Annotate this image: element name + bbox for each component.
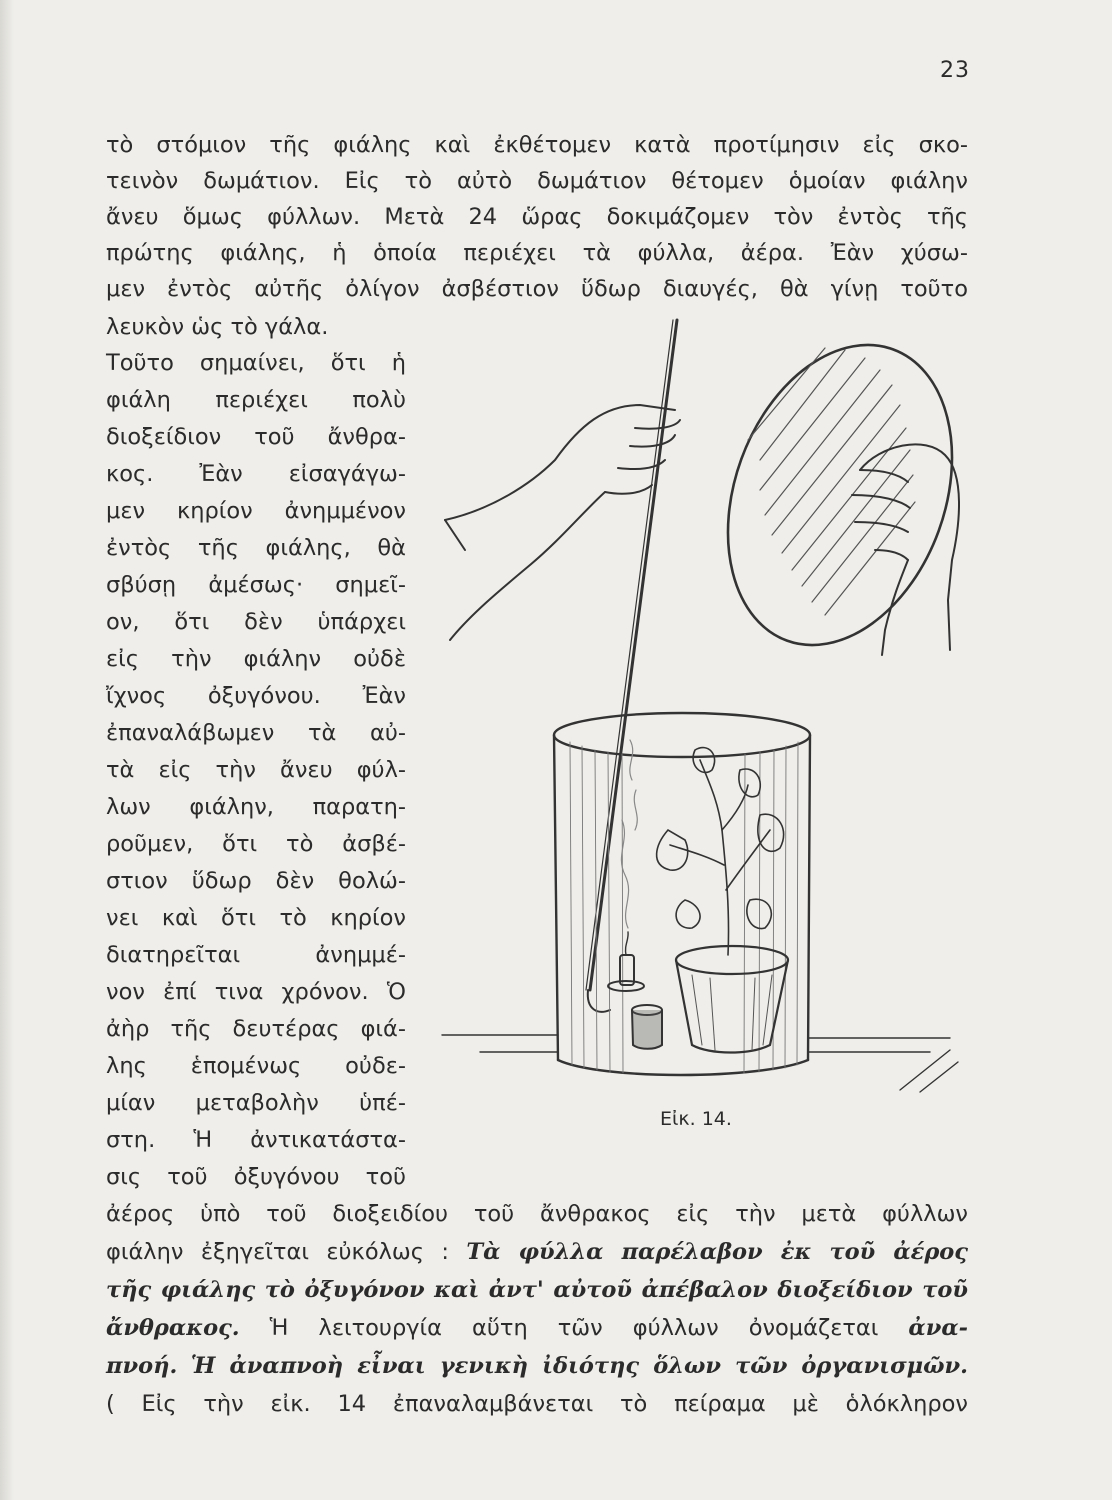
column-line: σις τοῦ ὀξυγόνου τοῦ (106, 1164, 406, 1190)
bold-italic-span: ἀνα- (908, 1315, 968, 1341)
bold-italic-span: Τὰ φύλλα παρέλαβον ἐκ τοῦ ἀέρος (466, 1239, 968, 1265)
column-line: ἀὴρ τῆς δευτέρας φιά- (106, 1016, 406, 1042)
text-span: φιάλην ἐξηγεῖται εὐκόλως : (106, 1239, 467, 1265)
column-line: διοξείδιον τοῦ ἄνθρα- (106, 424, 406, 450)
column-line: κος. Ἐὰν εἰσαγάγω- (106, 461, 406, 487)
experiment-illustration (430, 310, 990, 1100)
text-line: λευκὸν ὡς τὸ γάλα. (106, 314, 329, 340)
column-line: τὰ εἰς τὴν ἄνευ φύλ- (106, 757, 406, 783)
column-line: φιάλη περιέχει πολὺ (106, 387, 406, 413)
text-line (106, 1355, 968, 1378)
text-line: ἀέρος ὑπὸ τοῦ διοξειδίου τοῦ ἄνθρακος εἰς τὴν μετὰ φύλλων (106, 1201, 968, 1227)
bold-italic-line: τῆς φιάλης τὸ ὀξυγόνον καὶ ἀντ' αὐτοῦ ἀπέβαλον διοξείδιον τοῦ (106, 1277, 968, 1303)
text-span: Ἡ λειτουργία αὕτη τῶν φύλλων ὀνομάζεται (239, 1315, 909, 1341)
column-line: στιον ὕδωρ δὲν θολώ- (106, 868, 406, 894)
column-line: νον ἐπί τινα χρόνον. Ὁ (106, 979, 406, 1005)
column-line: ον, ὅτι δὲν ὑπάρχει (106, 609, 406, 635)
text-line: τεινὸν δωμάτιον. Εἰς τὸ αὐτὸ δωμάτιον θέτομεν ὁμοίαν φιάλην (106, 168, 968, 194)
text-line: ἄνευ ὅμως φύλλων. Μετὰ 24 ὥρας δοκιμάζομεν τὸν ἐντὸς τῆς (106, 204, 968, 230)
bell-jar (554, 713, 810, 1075)
column-line: εἰς τὴν φιάλην οὐδὲ (106, 646, 406, 672)
text-span (177, 1353, 190, 1379)
flower-pot (676, 946, 788, 1053)
text-line (106, 1317, 968, 1340)
column-line: διατηρεῖται ἀνημμέ- (106, 942, 406, 968)
bold-italic-span: Ἡ ἀναπνοὴ εἶναι γενικὴ ἰδιότης ὅλων τῶν ὀργανισμῶν. (190, 1353, 968, 1379)
text-line (106, 1241, 968, 1264)
column-line: ἴχνος ὀξυγόνου. Ἐὰν (106, 683, 406, 709)
bold-italic-span: ἄνθρακος. (106, 1315, 240, 1341)
column-line: μίαν μεταβολὴν ὑπέ- (106, 1090, 406, 1116)
table-surface (442, 1035, 958, 1092)
column-line: ἐντὸς τῆς φιάλης, θὰ (106, 535, 406, 561)
column-line: νει καὶ ὅτι τὸ κηρίον (106, 905, 406, 931)
column-line: μεν κηρίον ἀνημμένον (106, 498, 406, 524)
page-edge (0, 0, 14, 1500)
candle (608, 932, 644, 991)
page-number: 23 (940, 58, 970, 83)
left-hand (445, 405, 680, 640)
column-line: στη. Ἡ ἀντικατάστα- (106, 1127, 406, 1153)
text-line: μεν ἐντὸς αὐτῆς ὀλίγον ἀσβέστιον ὕδωρ διαυγές, θὰ γίνῃ τοῦτο (106, 276, 968, 302)
column-line: σβύσῃ ἀμέσως· σημεῖ- (106, 572, 406, 598)
bold-italic-span: πνοή. (106, 1353, 178, 1379)
smoke (621, 740, 637, 928)
plant (657, 748, 784, 955)
mirror-disc (688, 313, 990, 676)
glass-rod (586, 320, 677, 1012)
column-line: Τοῦτο σημαίνει, ὅτι ἡ (106, 350, 406, 376)
column-line: λης ἑπομένως οὐδε- (106, 1053, 406, 1079)
text-line: πρώτης φιάλης, ἡ ὁποία περιέχει τὰ φύλλα, ἀέρα. Ἐὰν χύσω- (106, 240, 968, 266)
text-line: ( Εἰς τὴν εἰκ. 14 ἐπαναλαμβάνεται τὸ πείραμα μὲ ὁλόκληρον (106, 1391, 968, 1417)
small-jar (632, 1005, 662, 1049)
column-line: ἐπαναλάβωμεν τὰ αὐ- (106, 720, 406, 746)
figure-caption: Εἰκ. 14. (660, 1108, 732, 1130)
column-line: λων φιάλην, παρατη- (106, 794, 406, 820)
column-line: ροῦμεν, ὅτι τὸ ἀσβέ- (106, 831, 406, 857)
text-line: τὸ στόμιον τῆς φιάλης καὶ ἐκθέτομεν κατὰ προτίμησιν εἰς σκο- (106, 132, 968, 158)
